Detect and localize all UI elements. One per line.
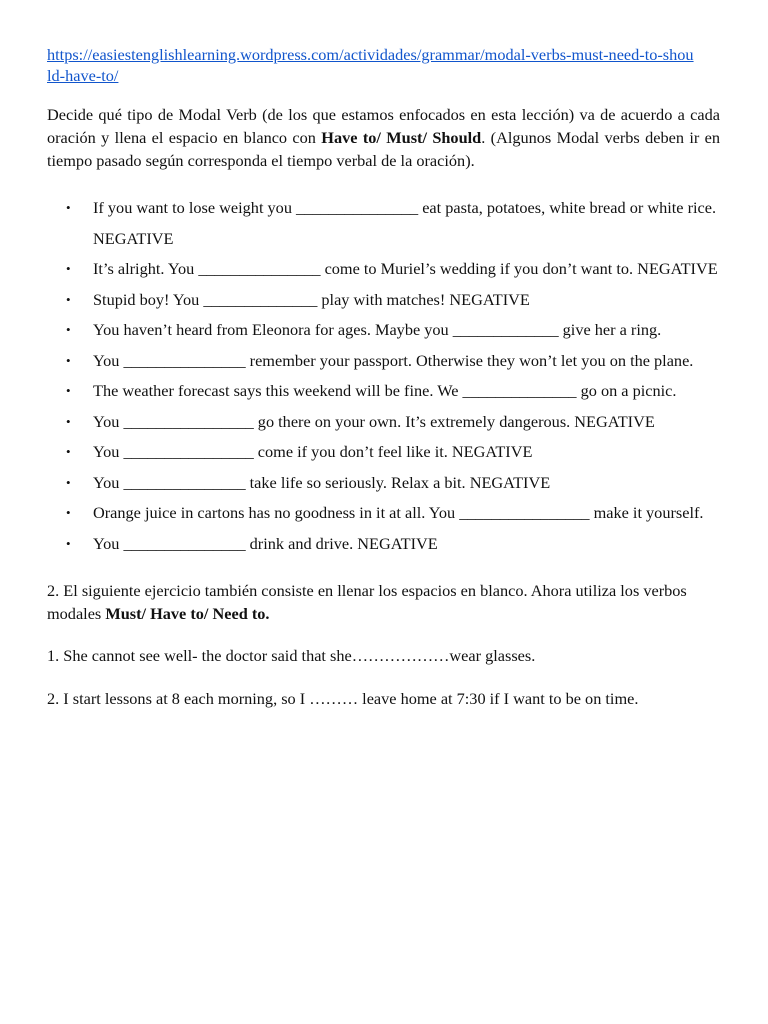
list-item [47, 529, 720, 560]
list-item-text: It’s alright. You _______________ come to Muriel’s wedding if you don’t want to. NEGATIVE [93, 259, 718, 278]
bullet-icon: • [66, 413, 71, 429]
bullet-icon: • [66, 535, 71, 551]
intro-text: Decide qué tipo de Modal Verb (de los que estamos enfocados en esta lección) va de acuerdo a cada oración y llena el espacio en blanco con [47, 105, 720, 147]
list-item [47, 437, 720, 468]
exercise-2-question-1: 1. She cannot see well- the doctor said that she………………wear glasses. [47, 646, 536, 665]
list-item-text: You haven’t heard from Eleonora for ages. Maybe you _____________ give her a ring. [93, 320, 662, 339]
intro-paragraph [47, 103, 720, 172]
list-item [47, 468, 720, 499]
list-item [47, 254, 720, 285]
list-item-text: The weather forecast says this weekend will be fine. We ______________ go on a picnic. [93, 381, 677, 400]
list-item-text: You _______________ remember your passport. Otherwise they won’t let you on the plane. [93, 350, 694, 370]
list-item [47, 285, 720, 316]
list-item-text: If you want to lose weight you _______________ eat pasta, potatoes, white bread or white rice. NEGATIVE [93, 198, 717, 248]
exercise-2-intro-bold: Must/ Have to/ Need to. [105, 604, 270, 623]
list-item [47, 346, 720, 377]
list-item [47, 193, 720, 254]
list-item-text: You ________________ come if you don’t feel like it. NEGATIVE [93, 442, 533, 461]
list-item [47, 407, 720, 438]
exercise-2-intro-text: 2. El siguiente ejercicio también consiste en llenar los espacios en blanco. Ahora utiliza los verbos modales [47, 581, 687, 623]
list-item [47, 498, 720, 529]
bullet-icon: • [66, 200, 71, 215]
exercise-2-question-2: 2. I start lessons at 8 each morning, so I ……… leave home at 7:30 if I want to be on time. [47, 689, 639, 708]
bullet-icon: • [66, 383, 71, 398]
exercise-2-intro [47, 579, 720, 625]
bullet-icon: • [66, 444, 71, 459]
bullet-icon: • [66, 352, 71, 368]
list-item [47, 315, 720, 346]
list-item-text: Orange juice in cartons has no goodness in it at all. You ________________ make it yourself. [93, 503, 704, 522]
list-item-text: Stupid boy! You ______________ play with matches! NEGATIVE [93, 289, 530, 309]
source-link[interactable]: https://easiestenglishlearning.wordpress.com/actividades/grammar/modal-verbs-must-need-to-should-have-to/ [47, 45, 694, 85]
intro-text-after: . (Algunos Modal verbs deben ir en tiempo pasado según corresponda el tiempo verbal de la oración). [47, 128, 720, 170]
bullet-icon: • [66, 322, 71, 337]
list-item-text: You ________________ go there on your own. It’s extremely dangerous. NEGATIVE [93, 411, 655, 431]
list-item [47, 376, 720, 407]
bullet-icon: • [66, 505, 71, 520]
bullet-icon: • [66, 291, 71, 307]
exercise-1-list [47, 193, 720, 559]
list-item-text: You _______________ take life so seriously. Relax a bit. NEGATIVE [93, 472, 551, 492]
intro-bold-modals: Have to/ Must/ Should [321, 128, 482, 147]
bullet-icon: • [66, 474, 71, 490]
bullet-icon: • [66, 261, 71, 276]
list-item-text: You _______________ drink and drive. NEGATIVE [93, 533, 438, 553]
